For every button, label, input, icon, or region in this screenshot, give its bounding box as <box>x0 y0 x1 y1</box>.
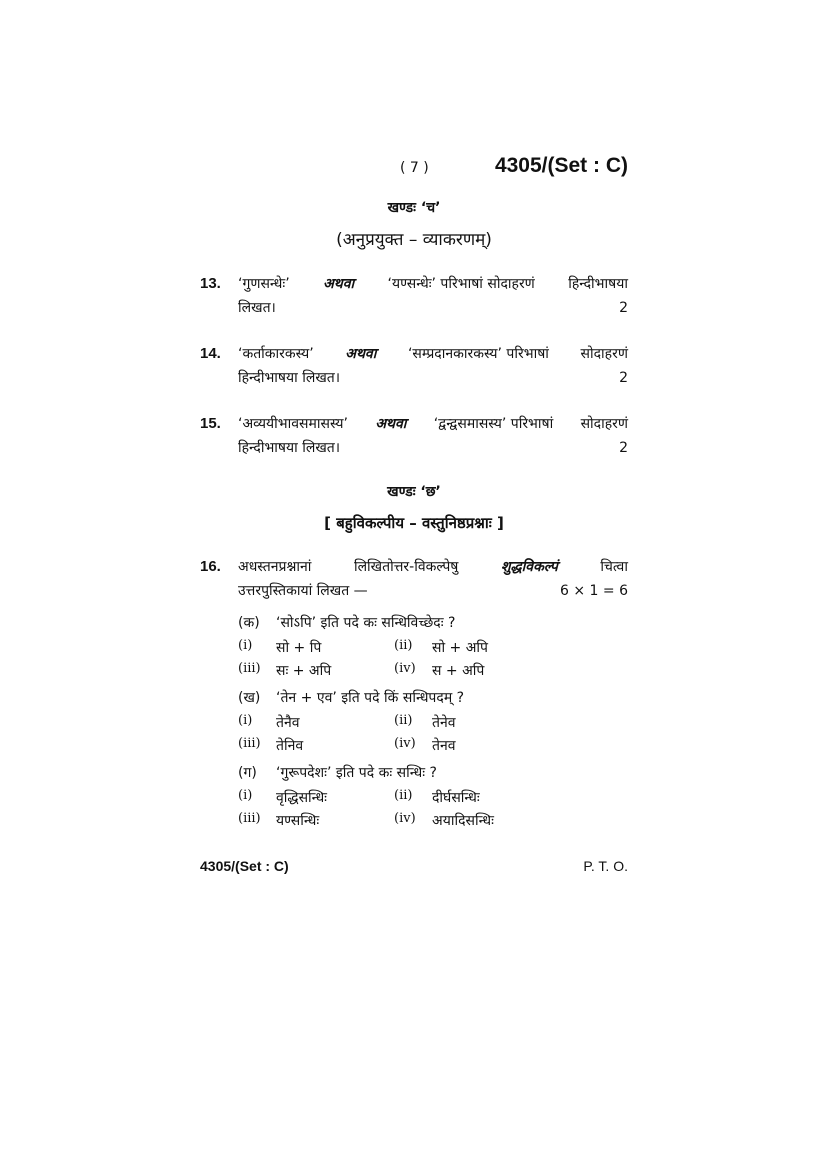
footer-set-code: 4305/(Set : C) <box>200 858 289 874</box>
question-15: 15. ‘अव्ययीभावसमासस्य’ अथवा ‘द्वन्द्वसमासस्य’ परिभाषां सोदाहरणं हिन्दीभाषया लिखत। 2 <box>200 412 628 460</box>
options <box>238 638 628 680</box>
option: (iii) सः + अपि <box>238 661 332 679</box>
page-footer <box>200 858 628 874</box>
option: (ii) सो + अपि <box>394 638 488 656</box>
option: (iii) तेनिव <box>238 736 304 754</box>
page-number: ( 7 ) <box>400 160 429 176</box>
sub-question-ga: (ग) ‘गुरूपदेशः’ इति पदे कः सन्धिः ? <box>238 765 437 781</box>
option: (iii) यण्सन्धिः <box>238 811 320 829</box>
sub-question-kha: (ख) ‘तेन + एव’ इति पदे किं सन्धिपदम् ? <box>238 690 465 706</box>
question-14: 14. ‘कर्ताकारकस्य’ अथवा ‘सम्प्रदानकारकस्य’ परिभाषां सोदाहरणं हिन्दीभाषया लिखत। 2 <box>200 342 628 390</box>
option: (iv) स + अपि <box>394 661 485 679</box>
marks: 2 <box>619 300 628 316</box>
sub-question-ka: (क) ‘सोऽपि’ इति पदे कः सन्धिविच्छेदः ? <box>238 615 456 631</box>
question-number: 16. <box>200 558 221 575</box>
options <box>238 713 628 755</box>
option: (iv) अयादिसन्धिः <box>394 811 494 829</box>
question-16: 16. अधस्तनप्रश्नानां लिखितोत्तर-विकल्पेषु शुद्धविकल्पं चित्वा उत्तरपुस्तिकायां लिखत — 6 × 1 = 6 <box>200 555 628 603</box>
section-subtitle: (अनुप्रयुक्त – व्याकरणम्) <box>336 230 492 250</box>
option: (i) वृद्धिसन्धिः <box>238 788 328 806</box>
exam-page <box>200 150 628 830</box>
question-number: 13. <box>200 275 221 292</box>
page-header <box>200 150 628 186</box>
option: (ii) दीर्घसन्धिः <box>394 788 480 806</box>
marks: 6 × 1 = 6 <box>560 583 628 599</box>
pto-label: P. T. O. <box>583 858 628 874</box>
section-title: खण्डः ‘च’ <box>387 200 441 216</box>
marks: 2 <box>619 370 628 386</box>
question-number: 14. <box>200 345 221 362</box>
set-code: 4305/(Set : C) <box>494 154 628 177</box>
question-13: 13. ‘गुणसन्धेः’ अथवा ‘यण्सन्धेः’ परिभाषां सोदाहरणं हिन्दीभाषया लिखत। 2 <box>200 272 628 320</box>
options <box>238 788 628 830</box>
question-number: 15. <box>200 415 221 432</box>
option: (i) सो + पि <box>238 638 322 656</box>
option: (iv) तेनव <box>394 736 456 754</box>
marks: 2 <box>619 440 628 456</box>
option: (i) तेनैव <box>238 713 300 731</box>
section-title: खण्डः ‘छ’ <box>387 484 441 500</box>
option: (ii) तेनेव <box>394 713 456 731</box>
section-subtitle: [ बहुविकल्पीय – वस्तुनिष्ठप्रश्नाः ] <box>324 514 504 532</box>
